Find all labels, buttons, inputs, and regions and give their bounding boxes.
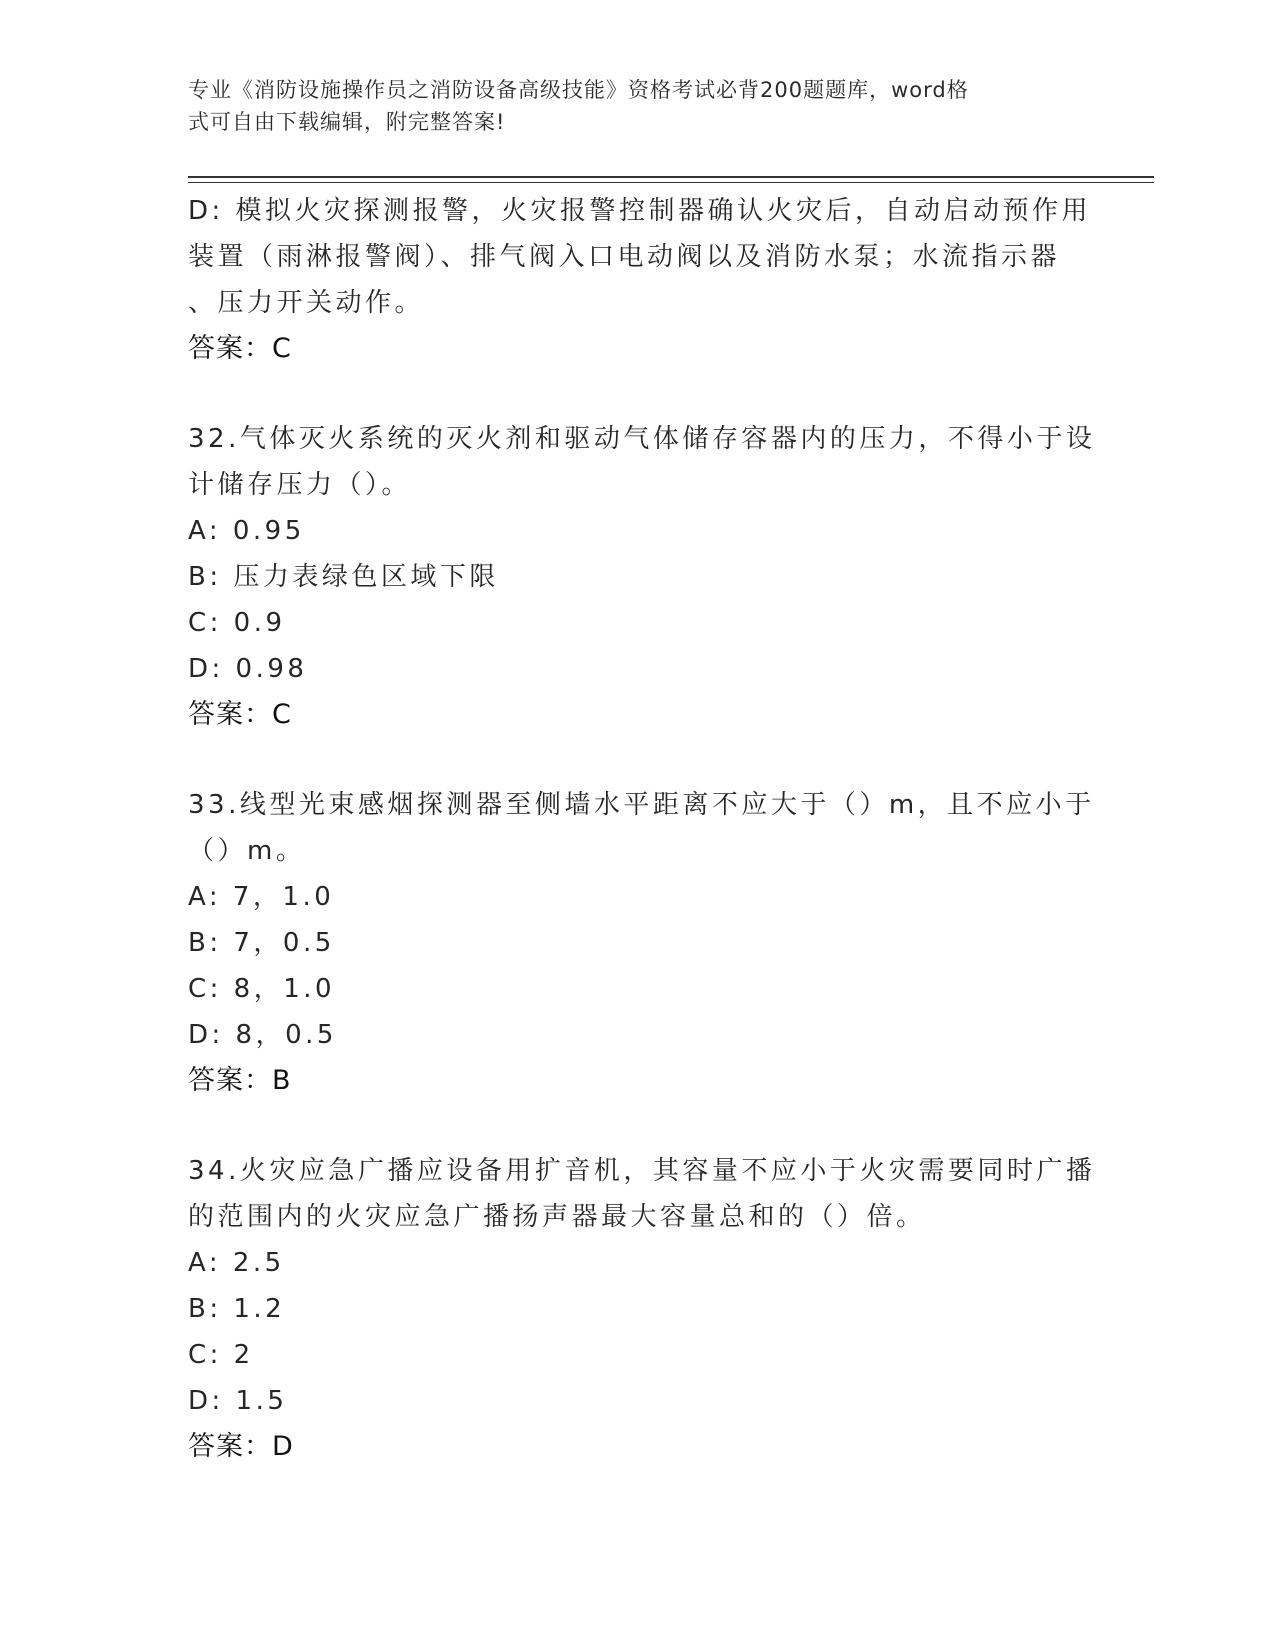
question-content bbox=[188, 188, 1096, 1470]
option-d: D: 0.98 bbox=[188, 654, 308, 684]
option-d: D: 8，0.5 bbox=[188, 1020, 337, 1050]
question-stem-line: 的范围内的火灾应急广播扬声器最大容量总和的（）倍。 bbox=[188, 1202, 926, 1232]
option-c: C: 2 bbox=[188, 1340, 254, 1370]
option-b: B: 7，0.5 bbox=[188, 928, 335, 958]
answer-line: 答案：C bbox=[188, 699, 292, 730]
header-line-1: 专业《消防设施操作员之消防设备高级技能》资格考试必背200题题库，word格 bbox=[188, 78, 969, 102]
option-a: A: 7，1.0 bbox=[188, 882, 335, 912]
question-stem-line: 33.线型光束感烟探测器至侧墙水平距离不应大于（）m，且不应小于 bbox=[188, 790, 1095, 820]
option-d-line-1: D: 模拟火灾探测报警，火灾报警控制器确认火灾后，自动启动预作用 bbox=[188, 196, 1092, 226]
option-d: D: 1.5 bbox=[188, 1386, 288, 1416]
question-stem-line: 34.火灾应急广播应设备用扩音机，其容量不应小于火灾需要同时广播 bbox=[188, 1156, 1096, 1186]
question-spacer bbox=[188, 1104, 1088, 1148]
question-33 bbox=[188, 782, 1095, 1104]
header-divider-thick bbox=[188, 176, 1154, 178]
option-d-line-3: 、压力开关动作。 bbox=[188, 288, 425, 318]
option-b: B: 压力表绿色区域下限 bbox=[188, 562, 499, 592]
answer-line: 答案：D bbox=[188, 1431, 294, 1462]
document-header bbox=[188, 74, 1068, 138]
option-b: B: 1.2 bbox=[188, 1294, 286, 1324]
answer-line: 答案：B bbox=[188, 1065, 292, 1096]
question-34 bbox=[188, 1148, 1096, 1470]
question-stem-line: 32.气体灭火系统的灭火剂和驱动气体储存容器内的压力，不得小于设 bbox=[188, 424, 1096, 454]
question-32 bbox=[188, 416, 1096, 738]
question-stem-line: 计储存压力（）。 bbox=[188, 470, 412, 500]
header-divider-thin bbox=[188, 182, 1154, 183]
option-d-line-2: 装置（雨淋报警阀）、排气阀入口电动阀以及消防水泵；水流指示器 bbox=[188, 242, 1061, 272]
option-a: A: 0.95 bbox=[188, 516, 305, 546]
option-c: C: 8，1.0 bbox=[188, 974, 336, 1004]
question-spacer bbox=[188, 372, 1088, 416]
option-a: A: 2.5 bbox=[188, 1248, 285, 1278]
header-line-2: 式可自由下载编辑，附完整答案! bbox=[188, 110, 506, 134]
question-stem-line: （）m。 bbox=[188, 836, 306, 866]
question-spacer bbox=[188, 738, 1088, 782]
question-31-tail bbox=[188, 188, 1092, 372]
option-c: C: 0.9 bbox=[188, 608, 286, 638]
answer-line: 答案：C bbox=[188, 333, 292, 364]
